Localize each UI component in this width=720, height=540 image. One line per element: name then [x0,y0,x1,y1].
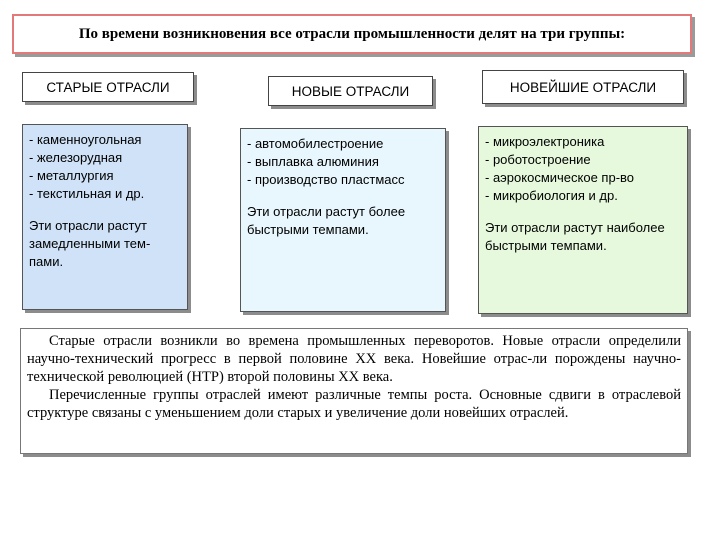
heading-newest-label: НОВЕЙШИЕ ОТРАСЛИ [509,79,657,95]
newest-industries-list [485,133,681,205]
list-item: - аэрокосмическое пр-во [485,170,635,185]
summary-paragraph-2: Перечисленные группы отраслей имеют различные темпы роста. Основные сдвиги в отраслевой структуре связаны с уменьшением доли старых и увеличение доли новейших отраслей. [27,387,681,421]
list-item: - микроэлектроника [485,134,605,149]
list-item: - каменноугольная [29,132,142,147]
newest-industries-box [478,126,688,314]
list-item: - роботостроение [485,152,591,167]
heading-old-industries [22,72,194,102]
new-industries-box [240,128,446,312]
summary-text-box [20,328,688,454]
new-industries-note: Эти отрасли растут более быстрыми темпами. [247,204,406,237]
heading-new-label: НОВЫЕ ОТРАСЛИ [291,83,410,99]
list-item: - металлургия [29,168,114,183]
old-industries-box [22,124,188,310]
summary-paragraph-1: Старые отрасли возникли во времена промышленных переворотов. Новые отрасли определили научно-технический прогресс в первой половине ХХ века. Новейшие отрас-ли порождены научно-технической революцией (НТР) второй половины ХХ века. [27,333,681,385]
list-item: - производство пластмасс [247,172,405,187]
list-item: - железорудная [29,150,123,165]
title-text: По времени возникновения все отрасли промышленности делят на три группы: [78,25,626,42]
list-item: - выплавка алюминия [247,154,379,169]
diagram-title [12,14,692,54]
heading-newest-industries [482,70,684,104]
old-industries-note: Эти отрасли растут замедленными тем-пами. [29,218,151,269]
heading-old-label: СТАРЫЕ ОТРАСЛИ [46,79,170,95]
new-industries-list [247,135,439,189]
old-industries-list [29,131,181,203]
list-item: - автомобилестроение [247,136,384,151]
list-item: - микробиология и др. [485,188,618,203]
list-item: - текстильная и др. [29,186,145,201]
heading-new-industries [268,76,433,106]
newest-industries-note: Эти отрасли растут наиболее быстрыми темпами. [485,220,665,253]
